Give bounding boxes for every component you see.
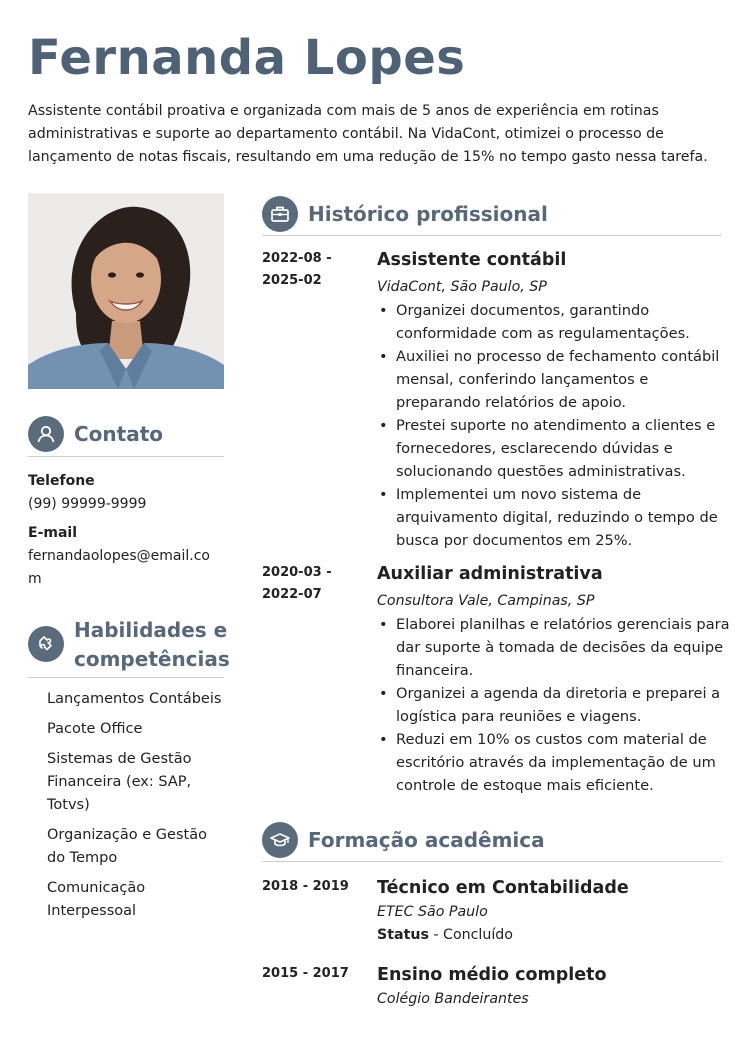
- skill-item: Pacote Office: [47, 721, 143, 737]
- email-label: E-mail: [28, 525, 78, 541]
- skills-heading-line1: Habilidades e: [74, 618, 228, 642]
- education-section-heading: [262, 822, 722, 862]
- contact-details: [28, 470, 228, 591]
- contact-section-heading: [28, 416, 224, 457]
- job-entry: [262, 248, 732, 552]
- degree-title: Técnico em Contabilidade: [377, 878, 629, 898]
- skill-item: Comunicação Interpessoal: [47, 880, 146, 919]
- skill-item: Sistemas de Gestão Financeira (ex: SAP, Totvs): [47, 751, 192, 813]
- phone-label: Telefone: [28, 473, 95, 489]
- job-entry: [262, 562, 732, 797]
- job-bullet: • Prestei suporte no atendimento a clientes e fornecedores, esclarecendo dúvidas e solucionando questões administrativas.: [377, 414, 732, 483]
- briefcase-icon: [262, 196, 298, 232]
- candidate-name: Fernanda Lopes: [28, 30, 466, 86]
- job-employer: Consultora Vale, Campinas, SP: [377, 593, 595, 609]
- education-status: [377, 924, 732, 947]
- job-bullet: • Elaborei planilhas e relatórios gerenciais para dar suporte à tomada de decisões da equipe financeira.: [377, 613, 732, 682]
- job-bullet: • Implementei um novo sistema de arquivamento digital, reduzindo o tempo de busca por documentos em 25%.: [377, 483, 732, 552]
- job-bullet: • Auxiliei no processo de fechamento contábil mensal, conferindo lançamentos e preparando relatórios de apoio.: [377, 345, 732, 414]
- education-dates: 2018 - 2019: [262, 879, 349, 894]
- job-date-start: 2022-08 -: [262, 251, 332, 266]
- job-date-end: 2022-07: [262, 587, 322, 602]
- history-section-heading: [262, 196, 722, 236]
- job-title: Auxiliar administrativa: [377, 564, 603, 584]
- job-bullet: • Reduzi em 10% os custos com material de escritório através da implementação de um controle de estoque mais eficiente.: [377, 728, 732, 797]
- education-entry: [262, 876, 732, 947]
- institution: ETEC São Paulo: [377, 904, 488, 920]
- phone-value: (99) 99999-9999: [28, 496, 147, 512]
- profile-photo: [28, 193, 224, 389]
- skill-item: Organização e Gestão do Tempo: [47, 827, 207, 866]
- degree-title: Ensino médio completo: [377, 965, 607, 985]
- job-date-end: 2025-02: [262, 273, 322, 288]
- education-heading: Formação acadêmica: [308, 828, 545, 852]
- email-value-line1: fernandaolopes@email.co: [28, 548, 210, 564]
- contact-heading: Contato: [74, 422, 164, 446]
- skill-item: Lançamentos Contábeis: [47, 691, 222, 707]
- puzzle-icon: [28, 626, 64, 662]
- education-dates: 2015 - 2017: [262, 966, 349, 981]
- email-value-line2: m: [28, 571, 42, 587]
- job-dates: [262, 248, 362, 292]
- skills-list: [47, 688, 227, 930]
- job-bullet: • Organizei a agenda da diretoria e preparei a logística para reuniões e viagens.: [377, 682, 732, 728]
- education-entry: [262, 963, 732, 1011]
- skills-section-heading: [28, 616, 230, 678]
- job-employer: VidaCont, São Paulo, SP: [377, 279, 547, 295]
- status-label: Status: [377, 927, 429, 943]
- skills-heading: [74, 616, 230, 674]
- skills-heading-line2: competências: [74, 647, 230, 671]
- job-bullets: [377, 299, 732, 552]
- job-bullet: • Organizei documentos, garantindo conformidade com as regulamentações.: [377, 299, 732, 345]
- professional-summary: Assistente contábil proativa e organizada com mais de 5 anos de experiência em rotinas administrativas e suporte ao departamento contábil. Na VidaCont, otimizei o processo de lançamento de notas fiscais, resultando em uma redução de 15% no tempo gasto nessa tarefa.: [28, 103, 708, 165]
- history-heading: Histórico profissional: [308, 202, 548, 226]
- graduation-cap-icon: [262, 822, 298, 858]
- person-icon: [28, 416, 64, 452]
- institution: Colégio Bandeirantes: [377, 991, 529, 1007]
- status-value: - Concluído: [428, 927, 513, 943]
- job-title: Assistente contábil: [377, 250, 567, 270]
- job-dates: [262, 562, 362, 606]
- job-bullets: [377, 613, 732, 797]
- job-date-start: 2020-03 -: [262, 565, 332, 580]
